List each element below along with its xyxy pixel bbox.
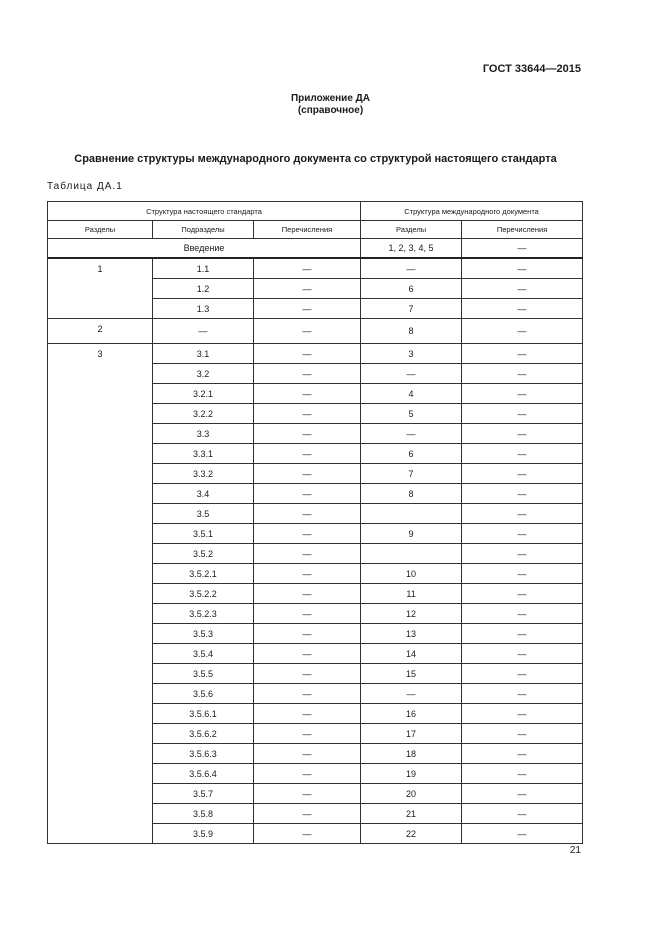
table-cell <box>361 504 462 524</box>
table-cell: — <box>254 299 361 319</box>
table-cell: — <box>462 444 583 464</box>
table-cell: — <box>254 664 361 684</box>
table-cell: 1.3 <box>153 299 254 319</box>
table-cell: — <box>361 684 462 704</box>
table-cell: 12 <box>361 604 462 624</box>
table-cell: 10 <box>361 564 462 584</box>
table-cell: 15 <box>361 664 462 684</box>
table-cell: 3.5.6.2 <box>153 724 254 744</box>
page-number: 21 <box>569 845 581 856</box>
table-caption: Таблица ДА.1 <box>47 181 123 192</box>
table-cell: 11 <box>361 584 462 604</box>
table-cell: 6 <box>361 444 462 464</box>
table-cell: — <box>254 504 361 524</box>
table-cell: 13 <box>361 624 462 644</box>
table-row-introduction <box>48 239 583 259</box>
table-cell: 3.5.4 <box>153 644 254 664</box>
section-number-cell: 2 <box>48 319 153 344</box>
table-cell: 14 <box>361 644 462 664</box>
table-cell: — <box>254 319 361 344</box>
table-cell: 9 <box>361 524 462 544</box>
table-cell: — <box>462 604 583 624</box>
appendix-subtitle: (справочное) <box>297 105 364 116</box>
table-cell: 3.5.2.2 <box>153 584 254 604</box>
table-cell: Введение <box>48 239 361 259</box>
table-cell: 3.1 <box>153 344 254 364</box>
table-cell: — <box>254 744 361 764</box>
table-cell: 20 <box>361 784 462 804</box>
table-cell: — <box>254 524 361 544</box>
table-group-header-row <box>48 202 583 221</box>
table-cell: — <box>462 544 583 564</box>
table-cell: 1, 2, 3, 4, 5 <box>361 239 462 259</box>
table-cell: — <box>462 584 583 604</box>
table-cell: 22 <box>361 824 462 844</box>
table-cell: — <box>462 258 583 279</box>
table-cell: — <box>254 704 361 724</box>
table-cell: 7 <box>361 299 462 319</box>
table-cell: — <box>462 404 583 424</box>
table-cell: — <box>254 584 361 604</box>
column-header: Разделы <box>361 221 462 239</box>
table-cell: 16 <box>361 704 462 724</box>
table-cell: 3.5.2 <box>153 544 254 564</box>
table-cell: 3.5.3 <box>153 624 254 644</box>
table-cell: 3.5.7 <box>153 784 254 804</box>
table-cell: 3.4 <box>153 484 254 504</box>
table-cell: — <box>254 424 361 444</box>
table-cell: — <box>462 504 583 524</box>
table-cell: — <box>254 384 361 404</box>
table-cell: — <box>254 364 361 384</box>
group-header-international: Структура международного документа <box>361 202 583 221</box>
table-cell: — <box>254 624 361 644</box>
table-cell: — <box>254 784 361 804</box>
table-cell: — <box>254 258 361 279</box>
table-cell: 5 <box>361 404 462 424</box>
table-cell: — <box>462 279 583 299</box>
table-cell: 3.5.6 <box>153 684 254 704</box>
section-number-cell: 3 <box>48 344 153 844</box>
document-code: ГОСТ 33644—2015 <box>482 63 581 75</box>
table-cell: 3 <box>361 344 462 364</box>
table-cell: 3.3.2 <box>153 464 254 484</box>
table-cell: — <box>254 464 361 484</box>
table-cell: — <box>254 604 361 624</box>
table-cell: 3.5.5 <box>153 664 254 684</box>
table-cell: — <box>462 319 583 344</box>
table-cell: — <box>254 684 361 704</box>
table-cell: — <box>153 319 254 344</box>
table-cell: — <box>254 564 361 584</box>
table-cell: 17 <box>361 724 462 744</box>
table-cell: 3.3.1 <box>153 444 254 464</box>
table-row <box>48 258 583 279</box>
table-cell: — <box>462 364 583 384</box>
table-cell: — <box>462 239 583 259</box>
table-cell: — <box>462 784 583 804</box>
table-cell: 8 <box>361 319 462 344</box>
column-header: Перечисления <box>254 221 361 239</box>
table-cell: — <box>254 279 361 299</box>
group-header-national: Структура настоящего стандарта <box>48 202 361 221</box>
column-header: Разделы <box>48 221 153 239</box>
table-cell: 3.5.9 <box>153 824 254 844</box>
table-cell: — <box>254 484 361 504</box>
table-row <box>48 319 583 344</box>
table-cell: — <box>462 484 583 504</box>
table-cell: — <box>462 664 583 684</box>
table-cell: — <box>254 544 361 564</box>
table-cell: 3.5.1 <box>153 524 254 544</box>
table-cell: — <box>462 564 583 584</box>
table-cell: 3.5.6.1 <box>153 704 254 724</box>
table-cell: — <box>254 824 361 844</box>
table-cell: — <box>462 684 583 704</box>
table-cell: 21 <box>361 804 462 824</box>
table-cell: — <box>462 524 583 544</box>
column-header: Перечисления <box>462 221 583 239</box>
table-cell: 1.2 <box>153 279 254 299</box>
table-cell: 19 <box>361 764 462 784</box>
table-cell <box>361 544 462 564</box>
table-cell: — <box>462 299 583 319</box>
table-cell: — <box>462 744 583 764</box>
table-cell: 8 <box>361 484 462 504</box>
table-cell: — <box>462 344 583 364</box>
table-cell: — <box>462 384 583 404</box>
table-cell: 3.5.2.3 <box>153 604 254 624</box>
table-cell: 6 <box>361 279 462 299</box>
table-cell: 18 <box>361 744 462 764</box>
appendix-heading <box>0 93 661 117</box>
table-cell: 3.5.6.4 <box>153 764 254 784</box>
table-cell: — <box>361 424 462 444</box>
table-cell: — <box>462 644 583 664</box>
section-number-cell: 1 <box>48 258 153 319</box>
table-cell: — <box>361 364 462 384</box>
column-header: Подразделы <box>153 221 254 239</box>
table-cell: — <box>254 344 361 364</box>
table-cell: 3.2 <box>153 364 254 384</box>
table-cell: — <box>254 404 361 424</box>
table-cell: — <box>462 764 583 784</box>
appendix-title: Приложение ДА <box>290 93 371 104</box>
table-cell: 1.1 <box>153 258 254 279</box>
section-heading: Сравнение структуры международного документа со структурой настоящего стандарта <box>74 153 557 165</box>
table-cell: — <box>254 804 361 824</box>
table-cell: — <box>462 804 583 824</box>
table-cell: 3.5.2.1 <box>153 564 254 584</box>
table-cell: 3.3 <box>153 424 254 444</box>
table-cell: 3.5.6.3 <box>153 744 254 764</box>
table-cell: — <box>462 724 583 744</box>
table-cell: 7 <box>361 464 462 484</box>
table-cell: 3.2.2 <box>153 404 254 424</box>
table-cell: 3.5.8 <box>153 804 254 824</box>
table-cell: — <box>462 704 583 724</box>
table-column-header-row <box>48 221 583 239</box>
table-cell: — <box>254 764 361 784</box>
comparison-table <box>47 201 583 844</box>
table-cell: 3.5 <box>153 504 254 524</box>
table-cell: — <box>462 464 583 484</box>
table-cell: 4 <box>361 384 462 404</box>
table-cell: — <box>462 624 583 644</box>
table-cell: — <box>254 444 361 464</box>
table-cell: 3.2.1 <box>153 384 254 404</box>
table-cell: — <box>254 644 361 664</box>
table-cell: — <box>462 424 583 444</box>
table-cell: — <box>361 258 462 279</box>
table-cell: — <box>254 724 361 744</box>
table-row <box>48 344 583 364</box>
table-cell: — <box>462 824 583 844</box>
